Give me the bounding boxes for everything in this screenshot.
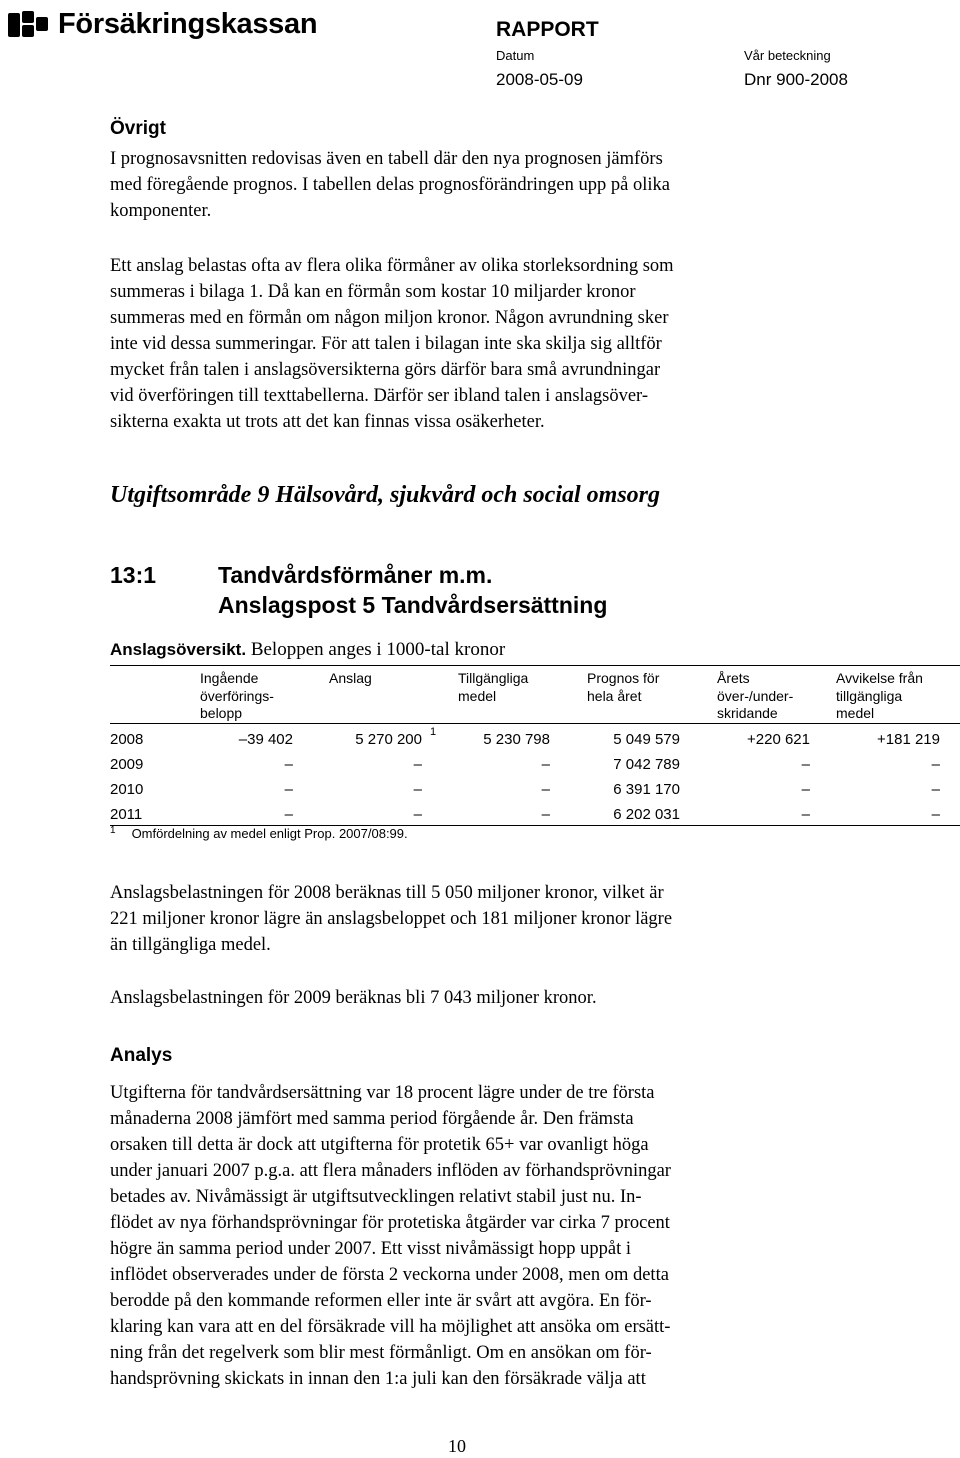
column-header (587, 670, 659, 705)
table-caption (110, 639, 505, 661)
column-header (200, 670, 274, 723)
text-line: under januari 2007 p.g.a. att flera månaders inflöden av förhandsprövningar (110, 1161, 671, 1181)
logo (8, 8, 317, 41)
table-cell: – (931, 781, 940, 798)
appropriation-subtitle: Anslagspost 5 Tandvårdsersättning (218, 592, 608, 618)
header-line: Anslag (329, 670, 372, 686)
header-line: hela året (587, 687, 642, 704)
column-header (458, 670, 528, 705)
paragraph-ovrigt-2 (110, 253, 810, 435)
text-line: betades av. Nivåmässigt är utgiftsutvecklingen relativt stabil just nu. In- (110, 1187, 642, 1207)
text-line: sikterna exakta ut trots att det kan finnas vissa osäkerheter. (110, 412, 545, 432)
text-line: I prognosavsnitten redovisas även en tabell där den nya prognosen jämförs (110, 149, 663, 169)
text-line: månaderna 2008 jämfört med samma period förgående år. Den främsta (110, 1109, 634, 1129)
table-cell: – (284, 806, 293, 823)
text-line: berodde på den kommande reformen eller inte är svårt att avgöra. En för- (110, 1291, 652, 1311)
page-number: 10 (448, 1436, 466, 1456)
table-cell-year: 2008 (110, 731, 144, 748)
text-line: Anslagsbelastningen för 2008 beräknas till 5 050 miljoner kronor, vilket är (110, 883, 664, 903)
column-header (836, 670, 923, 723)
column-header (717, 670, 793, 723)
table-cell: – (931, 806, 940, 823)
text-line: klaring kan vara att en del försäkrade vill ha möjlighet att ansöka om ersätt- (110, 1317, 671, 1337)
header-line: Årets (717, 670, 750, 686)
date-label: Datum (496, 48, 535, 63)
table-cell: – (284, 756, 293, 773)
table-cell: – (413, 781, 422, 798)
text-line: ning från det regelverk som blir mest förmånligt. Om en ansökan om för- (110, 1343, 652, 1363)
header-line: medel (836, 705, 875, 721)
section-heading-ovrigt: Övrigt (110, 118, 166, 139)
table-cell: – (413, 756, 422, 773)
table-footnote (110, 826, 408, 841)
table-header-rule (110, 723, 960, 724)
table-cell: – (801, 781, 810, 798)
paragraph-ovrigt-1 (110, 146, 810, 224)
paragraph-forecast-2009 (110, 985, 810, 1011)
header-line: Prognos för (587, 670, 660, 686)
table-cell: – (541, 806, 550, 823)
paragraph-forecast-2008 (110, 880, 810, 958)
text-line: Utgifterna för tandvårdsersättning var 18 procent lägre under de tre första (110, 1083, 655, 1103)
table-cell: – (541, 781, 550, 798)
column-header (329, 670, 372, 688)
table-cell: – (541, 756, 550, 773)
text-line: flödet av nya förhandsprövningar för protetiska åtgärder var cirka 7 procent (110, 1213, 670, 1233)
text-line: än tillgängliga medel. (110, 935, 271, 955)
table-top-rule (110, 665, 960, 666)
text-line: Anslagsbelastningen för 2009 beräknas bli 7 043 miljoner kronor. (110, 988, 597, 1008)
reference-value: Dnr 900-2008 (744, 70, 848, 89)
table-cell: – (931, 756, 940, 773)
text-line: mycket från talen i anslagsöversikterna görs därför bara små avrundningar (110, 360, 661, 380)
text-line: inflödet observerades under de första 2 veckorna under 2008, men om detta (110, 1265, 669, 1285)
table-caption-bold: Anslagsöversikt. (110, 640, 247, 659)
table-cell: –39 402 (238, 731, 293, 748)
header-line: skridande (717, 705, 778, 721)
table-cell: +220 621 (747, 731, 810, 748)
header-line: medel (458, 687, 497, 704)
header-line: Avvikelse från (836, 670, 923, 686)
table-cell: – (801, 806, 810, 823)
table-cell: – (284, 781, 293, 798)
appropriation-number: 13:1 (110, 562, 157, 588)
table-cell: 6 202 031 (613, 806, 680, 823)
table-cell: 5 230 798 (483, 731, 550, 748)
table-cell: – (413, 806, 422, 823)
header-line: över-/under- (717, 687, 794, 704)
table-cell: 5 270 200 (355, 731, 422, 748)
text-line: summeras med en förmån om någon miljon kronor. Någon avrundning sker (110, 308, 669, 328)
date-value: 2008-05-09 (496, 70, 583, 89)
table-cell: +181 219 (877, 731, 940, 748)
text-line: 221 miljoner kronor lägre än anslagsbeloppet och 181 miljoner kronor lägre (110, 909, 673, 929)
footnote-marker: 1 (430, 726, 437, 738)
table-cell: 7 042 789 (613, 756, 680, 773)
text-line: summeras i bilaga 1. Då kan en förmån som kostar 10 miljarder kronor (110, 282, 636, 302)
text-line: handsprövning skickats in innan den 1:a juli kan den försäkrade välja att (110, 1369, 646, 1389)
text-line: orsaken till detta är dock att utgifterna för protetik 65+ var ovanligt höga (110, 1135, 649, 1155)
header-line: belopp (200, 705, 243, 721)
appropriation-title: Tandvårdsförmåner m.m. (218, 562, 493, 588)
footnote-text: Omfördelning av medel enligt Prop. 2007/08:99. (131, 826, 408, 841)
header-line: Ingående (200, 670, 259, 686)
text-line: med föregående prognos. I tabellen delas prognosförändringen upp på olika (110, 175, 670, 195)
table-cell: – (801, 756, 810, 773)
table-cell-year: 2009 (110, 756, 144, 773)
reference-label: Vår beteckning (744, 48, 831, 63)
table-cell-year: 2010 (110, 781, 144, 798)
text-line: vid överföringen till texttabellerna. Därför ser ibland talen i anslagsöver- (110, 386, 648, 406)
document-type: RAPPORT (496, 18, 599, 41)
text-line: högre än samma period under 2007. Ett visst nivåmässigt hopp uppåt i (110, 1239, 631, 1259)
header-line: överförings- (200, 687, 274, 704)
text-line: inte vid dessa summeringar. För att talen i bilagan inte ska skilja sig alltför (110, 334, 662, 354)
text-line: komponenter. (110, 201, 212, 221)
table-cell-year: 2011 (110, 806, 143, 823)
header-line: Tillgängliga (458, 670, 529, 686)
paragraph-analys (110, 1080, 810, 1392)
table-cell: 5 049 579 (613, 731, 680, 748)
table-cell: 6 391 170 (613, 781, 680, 798)
footnote-number: 1 (110, 825, 116, 836)
expenditure-area-heading: Utgiftsområde 9 Hälsovård, sjukvård och social omsorg (110, 482, 661, 508)
logo-mark-icon (8, 11, 50, 39)
header-line: tillgängliga (836, 687, 903, 704)
text-line: Ett anslag belastas ofta av flera olika förmåner av olika storleksordning som (110, 256, 674, 276)
section-heading-analys: Analys (110, 1045, 173, 1066)
table-caption-rest: Beloppen anges i 1000-tal kronor (246, 639, 506, 660)
logo-text: Försäkringskassan (58, 8, 318, 40)
